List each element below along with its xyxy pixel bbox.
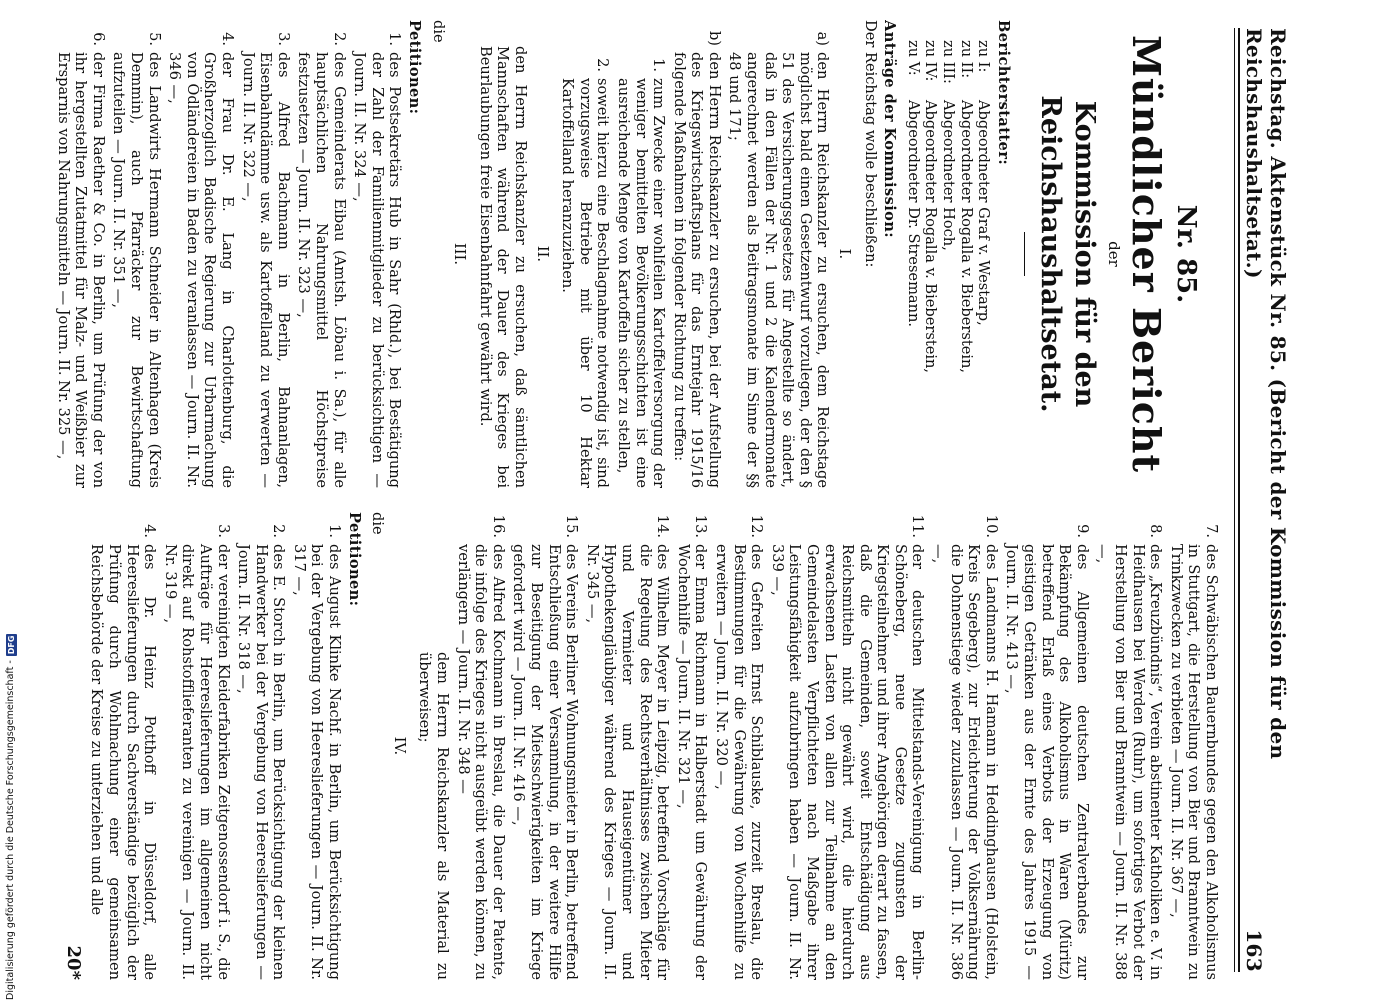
title-connector: der <box>1105 241 1124 267</box>
petition-item: 2. des Gemeinderats Eibau (Amtsh. Löbau i. Sa.), für alle hauptsächlichen Nahrungsmittel Höchstpreise festzusetzen — Journ. II. Nr. 323 —, <box>295 32 348 488</box>
rapporteur-line: zu I: Abgeordneter Graf v. Westarp, <box>975 40 993 326</box>
petitions-heading: Petitionen: <box>345 512 363 607</box>
section-numeral-II: II. <box>533 245 551 263</box>
petition-item: 5. des Landwirts Hermann Schneider in Altenhagen (Kreis Demmin), auch Pfarräcker zur Bewirtschaftung aufzuteilen — Journ. II. Nr. 351 —, <box>110 32 163 488</box>
section-numeral-III: III. <box>451 243 469 265</box>
petition-item: 3. des Alfred Bachmann in Berlin, Bahnanlagen, Eisenbahndämme usw. als Kartoffelland zu verwerten — Journ. II. Nr. 322 —, <box>239 32 292 488</box>
left-column <box>10 20 1220 488</box>
digitization-credit-text: Digitalisierung gefördert durch die Deutsche Forschungsgemeinschaft - <box>5 660 16 1000</box>
petition-item: 16. des Alfred Kochmann in Breslau, die Dauer der Patente, die infolge des Krieges nicht ausgeübt werden können, zu verlängern — Journ. II. Nr. 348 — <box>454 514 507 980</box>
rapporteur-line: zu IV: Abgeordneter Rogalla v. Bieberstein, <box>922 40 940 374</box>
section-IV-die: die <box>369 512 387 535</box>
petition-item: 10. des Landmanns H. Hamann in Heddinghausen (Holstein, Kreis Segeberg), zur Erleichterung der Volksernährung die Dohnenstiege wieder zuzulassen — Journ. II. Nr. 386 —, <box>930 514 1000 980</box>
rapporteur-line: zu V: Abgeordneter Dr. Stresemann. <box>904 40 922 328</box>
petition-item: 6. der Firma Raether & Co. in Berlin, um Prüfung der von ihr hergestellten Zutatmittel für Malz- und Weißbier zur Ersparnis von Nahrungsmitteln — Journ. II. Nr. 325 —, <box>54 32 107 488</box>
document-title: Mündlicher Bericht <box>1124 34 1170 474</box>
digitization-credit <box>4 602 18 1000</box>
rapporteurs-heading: Berichterstatter: <box>994 20 1012 166</box>
motion-item-b: b) den Herrn Reichskanzler zu ersuchen, bei der Aufstellung des Kriegswirtschaftsplans für das Erntejahr 1915/16 folgende Maßnahmen in folgender Richtung zu treffen: <box>670 30 723 488</box>
header-rule <box>1238 28 1240 972</box>
rapporteur-line: zu III: Abgeordneter Hoch, <box>940 40 958 251</box>
petition-item: 7. des Schwäbischen Bauernbundes gegen den Alkoholismus in Stuttgart, die Herstellung von Bier und Branntwein zu Trinkzwecken zu verbieten — Journ. II. Nr. 367 —, <box>1167 524 1220 980</box>
petition-item: 1. des Postsekretärs Hub in Sahr (Rhld.), bei Bestätigung der Zahl der Familienmitglieder zu berücksichtigen — Journ. II. Nr. 324 —, <box>351 32 404 488</box>
title-rule <box>1024 232 1025 276</box>
right-column <box>10 512 1220 980</box>
rapporteur-line: zu II: Abgeordneter Rogalla v. Bieberstein, <box>957 40 975 374</box>
petition-item: 2. des E. Storch in Berlin, um Berücksichtigung der kleinen Handwerker bei der Vergebung von Heereslieferungen — Journ. II. Nr. 318 —, <box>235 524 288 980</box>
running-header-title: Reichstag. Aktenstück Nr. 85. (Bericht der Kommission für den Reichshaushaltsetat.) <box>1242 28 1290 760</box>
petition-item: 12. des Gefreiten Ernst Schiblauske, zurzeit Breslau, die Bestimmungen für die Gewährung von Wochenhilfe zu erweitern — Journ. II. Nr. 320 —, <box>712 514 766 980</box>
petitions-heading: Petitionen: <box>406 20 423 115</box>
rapporteurs-list <box>904 40 992 488</box>
motion-item-a: a) den Herrn Reichskanzler zu ersuchen, dem Reichstage möglichst bald einen Gesetzentwurf vorzulegen, der den § 51 des Versicherungsgesetzes für Angestellte so ändert, daß in den Fällen der Nr. 1 und 2 die Kalendermonate angerechnet werden als Beitragsmonate im Sinne der §§ 48 und 171; <box>726 31 832 488</box>
material-note: dem Herrn Reichskanzler als Material zu überweisen; <box>416 652 452 980</box>
petition-item: 11. der deutschen Mittelstands-Vereinigung in Berlin-Schöneberg, neue Gesetze zugunsten der Kriegsteilnehmer und ihrer Angehörigen derart zu fassen, daß die Gemeinden, soweit Entschädigung aus Reichsmitteln nicht gewährt wird, die hierdurch erwachsenen Lasten von allen zur Teilnahme an den Gemeindelasten Verpflichteten nach Maßgabe ihrer Leistungsfähigkeit aufzubringen haben — Journ. II. Nr. 339 —, <box>768 514 927 980</box>
petition-item: 13. der Emma Richmann in Halberstadt um Gewährung der Wochenhilfe — Journ. II. Nr. 321 —, <box>674 514 710 980</box>
section-III-die: die <box>429 20 447 43</box>
petition-item: 1. des August Klinke Nachf. in Berlin, um Berücksichtigung bei der Vergebung von Heereslieferungen — Journ. II. Nr. 317 —, <box>290 524 344 980</box>
page-number: 163 <box>1242 929 1266 972</box>
petition-item: 15. des Vereins Berliner Wohnungsmieter in Berlin, betreffend Entschließung einer Versammlung, in der weitere Hilfe zur Beseitigung der Mietsschwierigkeiten im Kriege gefordert wird — Journ. II. Nr. 416 —, <box>510 514 581 980</box>
dfg-logo: DFG <box>6 635 16 655</box>
motion-subitem-2: 2. soweit hierzu eine Beschlagnahme notwendig ist, sind vorzugsweise Betriebe mit über 10 Hektar Kartoffelland heranzuziehen. <box>559 58 612 488</box>
petition-item: 3. der vereinigten Kleiderfabriken Zeitgenossendorf i. S., die Aufträge für Heereslieferungen im allgemeinen nicht direkt auf Rohstofflieferanten zu vereinigen — Journ. II. Nr. 319 —, <box>161 524 232 980</box>
motions-intro: Der Reichstag wolle beschließen: <box>861 20 879 268</box>
motion-subitem-1: 1. zum Zwecke einer wohlfeilen Kartoffelversorgung der weniger bemittelten Bevölkerungsschichten ist eine ausreichende Menge von Kartoffeln sicher zu stellen, <box>614 58 668 488</box>
section-numeral-I: I. <box>836 248 854 260</box>
motions-heading: Anträge der Kommission: <box>881 20 899 239</box>
petition-item: 4. des Dr. Heinz Potthoff in Düsseldorf, alle Heereslieferungen durch Sachverständige bezüglich der Prüfung durch Wohlmachung einer gemeinsamen Reichsbehörde der Kreise zu unterziehen und alle <box>88 524 159 980</box>
petition-item: 4. der Frau Dr. E. Lang in Charlottenburg, die Großherzoglich Badische Regierung zur Urbarmachung von Ödländereien in Baden zu veranlassen — Journ. II. Nr. 346 —, <box>166 32 237 488</box>
section-II-text: den Herrn Reichskanzler zu ersuchen, daß sämtlichen Mannschaften während der Dauer des Krieges bei Beurlaubungen freie Eisenbahnfahrt gewährt wird. <box>476 46 529 488</box>
petition-item: 14. des Wilhelm Meyer in Leipzig, betreffend Vorschläge für die Regelung des Rechtsverhältnisses zwischen Mieter und Vermieter und Hauseigentümer und Hypothekengläubiger während des Krieges — Journ. II. Nr. 345 —, <box>583 514 672 980</box>
document-number: Nr. 85. <box>1171 204 1201 304</box>
header-rule-thin <box>1234 28 1235 972</box>
document-subtitle: Kommission für den Reichshaushaltsetat. <box>1034 95 1100 413</box>
running-header <box>1242 28 1290 972</box>
petition-item: 9. des Allgemeinen deutschen Zentralverbandes zur Bekämpfung des Alkoholismus in Waren (Müritz) betreffend Erlaß eines Verbots der Erzeugung von geistigen Getränken aus der Ernte des Jahres 1915 — Journ. II. Nr. 413 —, <box>1003 524 1091 980</box>
petition-item: 8. des „Kreuzbündnis“, Verein abstinenter Katholiken e. V. in Heidhausen bei Werden (Ruhr), um sofortiges Verbot der Herstellung von Bier und Branntwein — Journ. II. Nr. 388 —, <box>1094 524 1165 980</box>
section-numeral-IV: IV. <box>390 736 408 756</box>
folio-mark: 20* <box>62 945 84 980</box>
